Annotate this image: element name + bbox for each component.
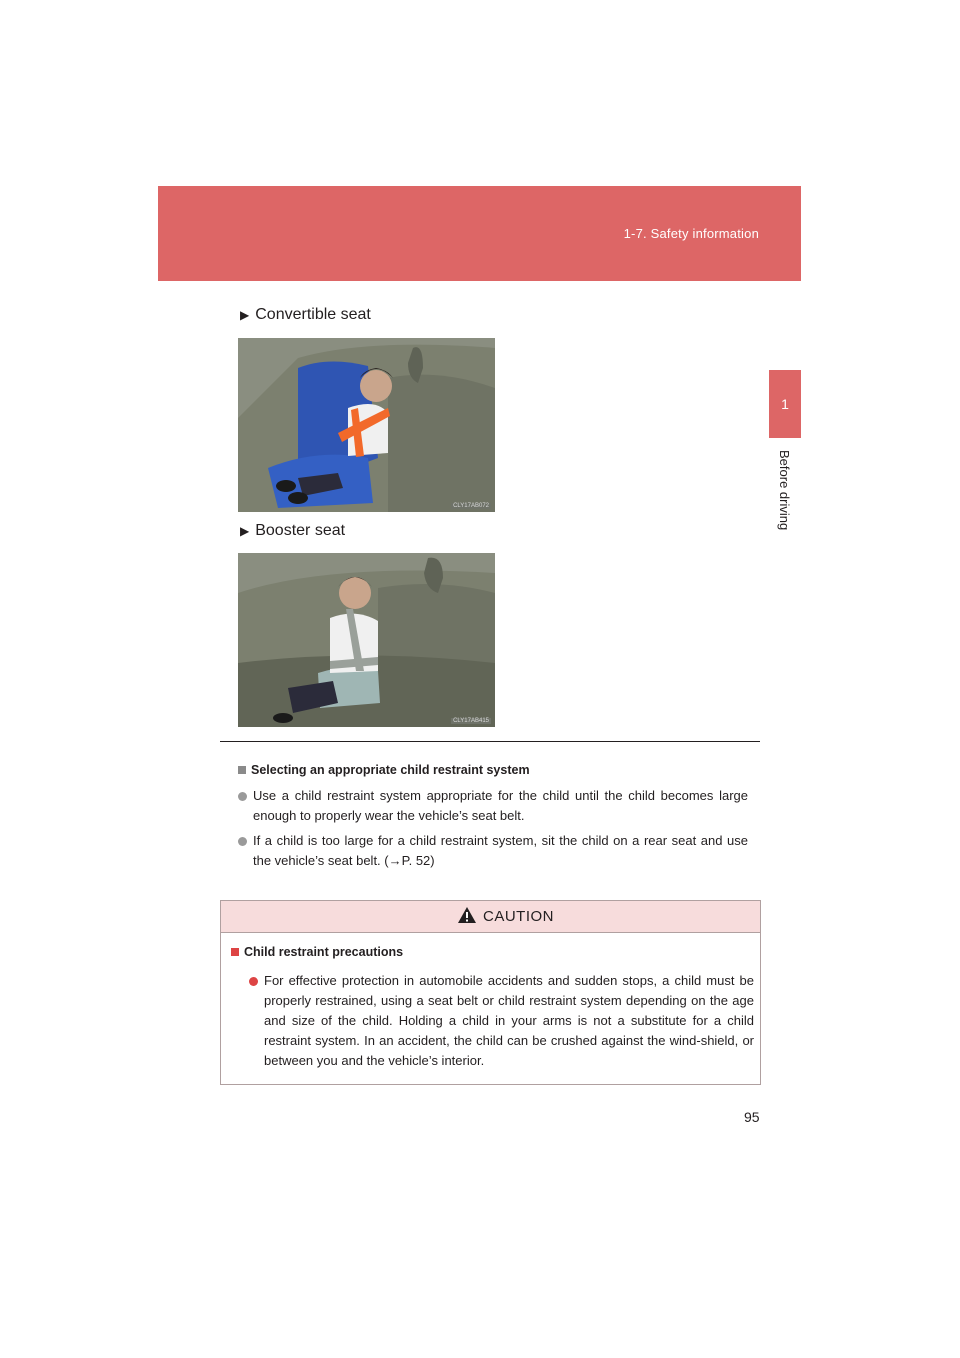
figure-code: CLY17AB072 [453,503,489,509]
triangle-right-icon: ▶ [240,524,250,538]
warning-triangle-icon [457,906,477,924]
bullet-dot-icon [238,792,247,801]
bullet-dot-icon [238,837,247,846]
figure-booster-seat [238,553,495,727]
page-number: 95 [744,1109,760,1125]
square-bullet-icon [231,948,239,956]
note-heading: Selecting an appropriate child restraint system [238,763,530,777]
note-bullet: Use a child restraint system appropriate for the child until the child becomes large enough to properly wear the vehicle’s seat belt. [238,786,748,826]
figure-convertible-seat [238,338,495,512]
caution-title: CAUTION [483,908,554,925]
booster-seat-illustration [238,553,495,727]
caution-header [221,901,760,933]
caution-heading: Child restraint precautions [231,945,403,959]
figure-label-booster: ▶ Booster seat [240,522,346,539]
triangle-right-icon: ▶ [240,308,250,322]
square-bullet-icon [238,766,246,774]
note-bullet: If a child is too large for a child restraint system, sit the child on a rear seat and use the vehicle’s seat belt. (→P. 52) [238,831,748,871]
caution-bullet: For effective protection in automobile accidents and sudden stops, a child must be properly restrained, using a seat belt or child restraint system depending on the age and size of the child. Holding a child in your arms is not a substitute for a child restraint system. In an accident, the child can be crushed against the wind-shield, or between you and the vehicle’s interior. [249,971,754,1071]
section-title: 1-7. Safety information [623,226,759,241]
figure-label-convertible: ▶ Convertible seat [240,306,371,323]
bullet-dot-icon [249,977,258,986]
header-band [158,186,801,281]
convertible-seat-illustration [238,338,495,512]
figure-code: CLY17AB415 [453,718,489,724]
chapter-tab[interactable]: 1 [769,370,801,438]
chapter-label: Before driving [777,450,792,531]
chapter-label-vertical [770,450,800,540]
caution-box [220,900,761,1085]
divider [220,741,760,742]
